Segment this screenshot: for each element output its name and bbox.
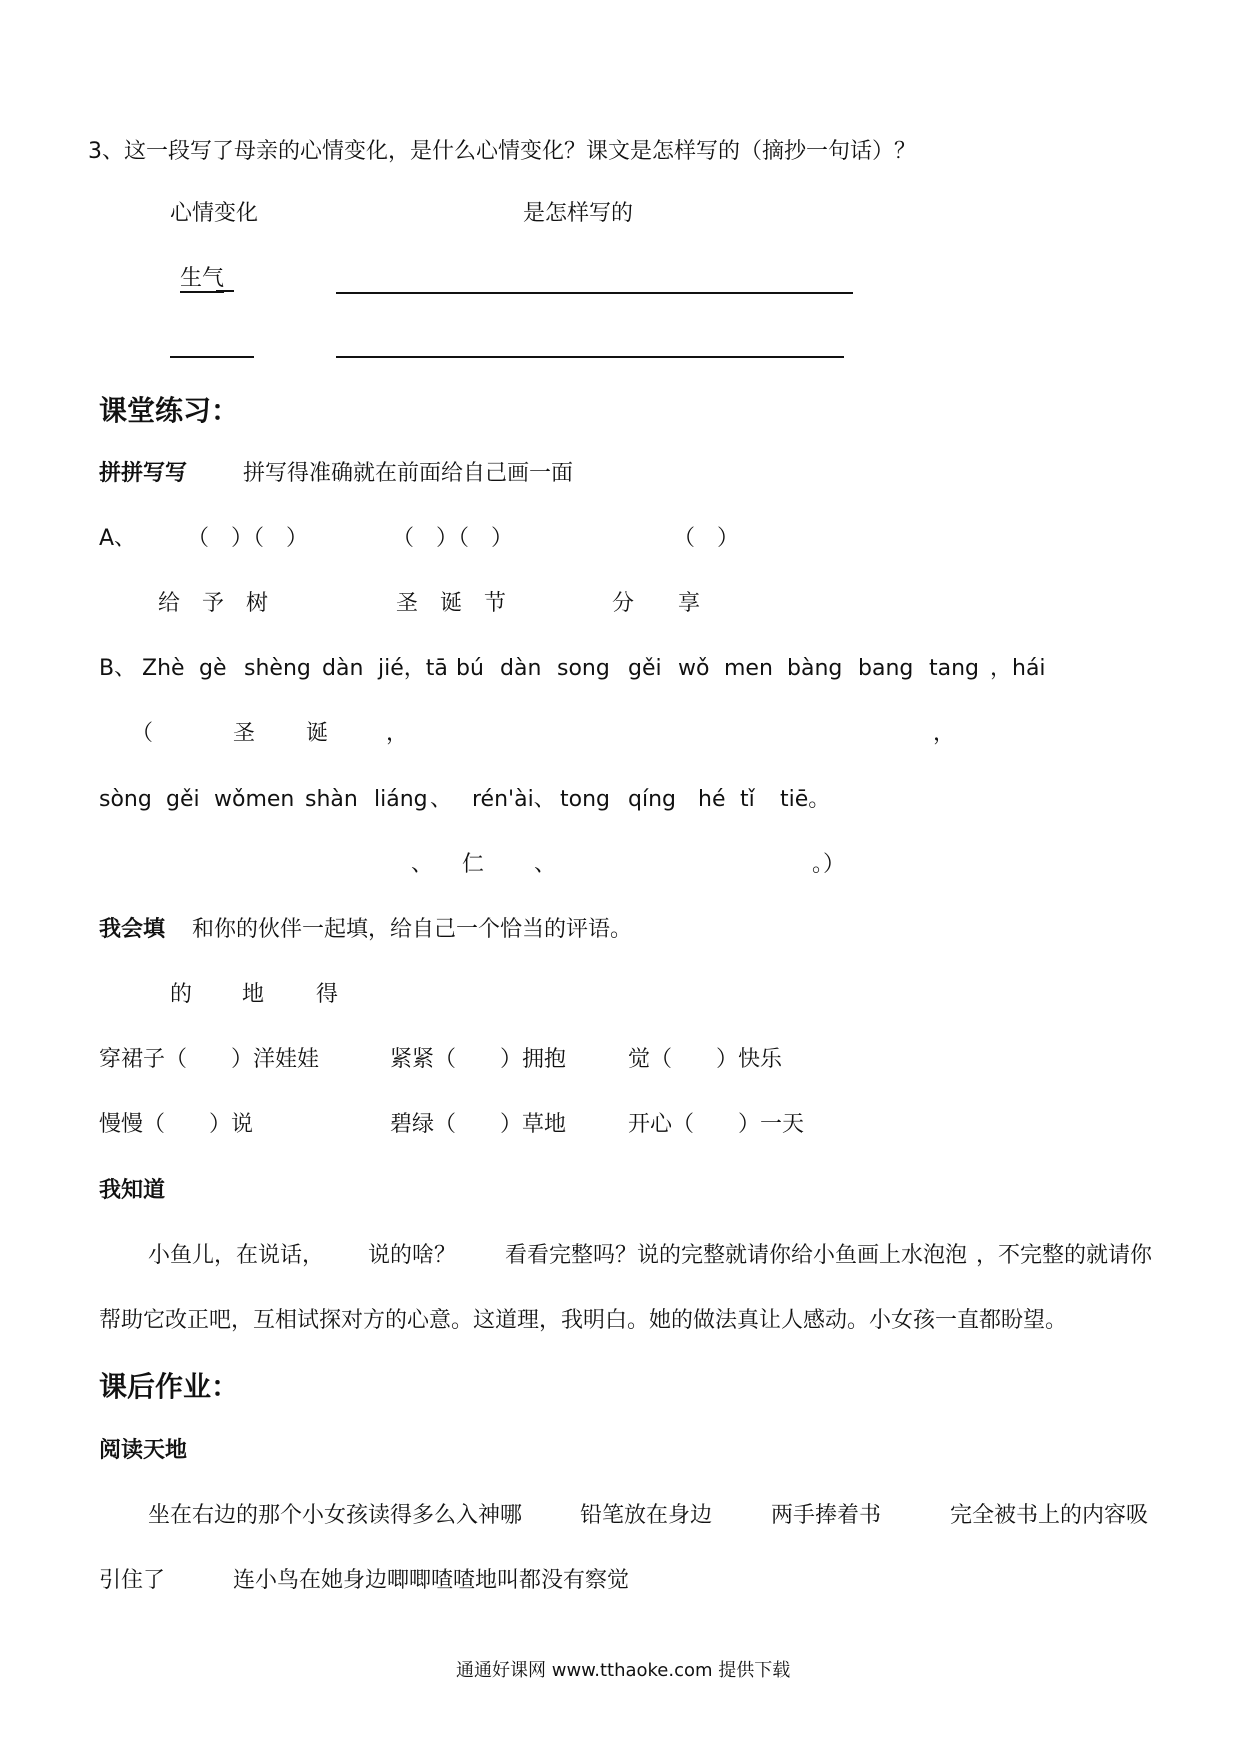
pinyin-syllable: bang <box>858 656 914 681</box>
know-text-part: 小鱼儿，在说话， <box>148 1243 325 1268</box>
fill-item: 觉（ ）快乐 <box>628 1047 783 1072</box>
word-shengdanjie: 圣 诞 节 <box>396 591 507 616</box>
fill-instruction: 和你的伙伴一起填，给自己一个恰当的评语。 <box>192 917 633 942</box>
hanzi-pause-mark: 、 <box>411 852 434 877</box>
hanzi-period-bracket: 。） <box>812 852 846 877</box>
fill-section-title: 我会填 <box>99 917 166 942</box>
pinyin-syllable: sòng <box>99 787 152 812</box>
question-3: 3、这一段写了母亲的心情变化，是什么心情变化？课文是怎样写的（摘抄一句话）？ <box>88 139 916 164</box>
pinyin-syllable: jié，tā <box>378 656 448 681</box>
pinyin-syllable: rén'ài、 <box>472 787 556 812</box>
hanzi-pause-mark: 、 <box>534 852 557 877</box>
fill-item: 慢慢（ ）说 <box>99 1112 254 1137</box>
know-text-part: ，不完整的就请你 <box>976 1243 1153 1268</box>
pinyin-syllable: shèng <box>244 656 311 681</box>
reading-phrase: 完全被书上的内容吸 <box>950 1503 1149 1528</box>
hanzi-bracket-open: （ <box>131 721 154 746</box>
hanzi-char: 圣 <box>233 721 256 746</box>
hanzi-comma: ， <box>386 721 409 746</box>
know-text-line-2: 帮助它改正吧，互相试探对方的心意。这道理，我明白。她的做法真让人感动。小女孩一直都盼望。 <box>99 1308 1068 1333</box>
pinyin-syllable: gè <box>199 656 227 681</box>
option-de2: 得 <box>316 982 339 1007</box>
page-footer: 通通好课网 www.tthaoke.com 提供下载 <box>456 1660 791 1681</box>
answer-brackets-3: （ ） <box>673 526 740 551</box>
pinyin-syllable: gěi <box>166 787 200 812</box>
hanzi-comma: ， <box>933 721 956 746</box>
quote-answer-line-1 <box>336 292 853 294</box>
answer-brackets-2: （ ）（ ） <box>392 526 514 551</box>
pinyin-syllable: qíng <box>628 787 676 812</box>
reading-phrase: 铅笔放在身边 <box>580 1503 713 1528</box>
pinyin-syllable: shàn <box>305 787 358 812</box>
pinyin-syllable: 、 <box>430 787 453 812</box>
option-de: 的 <box>170 982 193 1007</box>
classwork-heading: 课堂练习： <box>99 394 240 427</box>
mood-answer-line-2 <box>170 356 254 358</box>
reading-phrase: 两手捧着书 <box>771 1503 882 1528</box>
option-di: 地 <box>242 982 265 1007</box>
word-fenxiang: 分 享 <box>612 591 701 616</box>
pinyin-syllable: bú <box>456 656 484 681</box>
reading-phrase: 坐在右边的那个小女孩读得多么入神哪 <box>148 1503 523 1528</box>
reading-phrase: 引住了 <box>99 1568 166 1593</box>
pinyin-syllable: tǐ <box>740 787 755 812</box>
homework-heading: 课后作业： <box>99 1370 240 1403</box>
fill-item: 穿裙子（ ）洋娃娃 <box>99 1047 320 1072</box>
pinyin-syllable: hé <box>698 787 726 812</box>
word-geiyushu: 给 予 树 <box>158 591 269 616</box>
know-text-part: 看看完整吗？说的完整就请你给小鱼画上水泡泡 <box>505 1243 968 1268</box>
fill-item: 紧紧（ ）拥抱 <box>390 1047 567 1072</box>
pinyin-syllable: gěi <box>628 656 662 681</box>
pinyin-syllable: tang <box>929 656 980 681</box>
reading-section-title: 阅读天地 <box>99 1438 188 1463</box>
pinyin-syllable: bàng <box>787 656 843 681</box>
hanzi-char: 诞 <box>306 721 329 746</box>
pinyin-syllable: tiē。 <box>780 787 831 812</box>
pinyin-syllable: song <box>557 656 610 681</box>
answer-brackets-1: （ ）（ ） <box>187 526 309 551</box>
pinyin-syllable: liáng <box>374 787 428 812</box>
quote-answer-line-2 <box>336 356 844 358</box>
column-how-label: 是怎样写的 <box>523 201 634 226</box>
pinyin-syllable: dàn <box>500 656 542 681</box>
part-b-label: B、 <box>99 656 137 681</box>
column-mood-label: 心情变化 <box>170 201 259 226</box>
mood-answer-1: 生气 <box>180 266 225 291</box>
pinyin-syllable: ，hái <box>990 656 1046 681</box>
pinyin-syllable: Zhè <box>142 656 185 681</box>
part-a-label: A、 <box>99 526 137 551</box>
pinyin-syllable: dàn <box>322 656 364 681</box>
pinyin-syllable: wǒ <box>678 656 710 681</box>
reading-phrase: 连小鸟在她身边唧唧喳喳地叫都没有察觉 <box>233 1568 630 1593</box>
fill-item: 碧绿（ ）草地 <box>390 1112 567 1137</box>
mood-answer-1-tail-line <box>216 290 234 292</box>
pinyin-syllable: tong <box>560 787 610 812</box>
pinyin-section-title: 拼拼写写 <box>99 461 188 486</box>
pinyin-syllable: men <box>724 656 773 681</box>
pinyin-instruction: 拼写得准确就在前面给自己画一面 <box>243 461 574 486</box>
know-text-part: 说的啥？ <box>368 1243 457 1268</box>
pinyin-syllable: wǒmen <box>214 787 295 812</box>
hanzi-char: 仁 <box>462 852 485 877</box>
know-section-title: 我知道 <box>99 1178 166 1203</box>
fill-item: 开心（ ）一天 <box>628 1112 805 1137</box>
